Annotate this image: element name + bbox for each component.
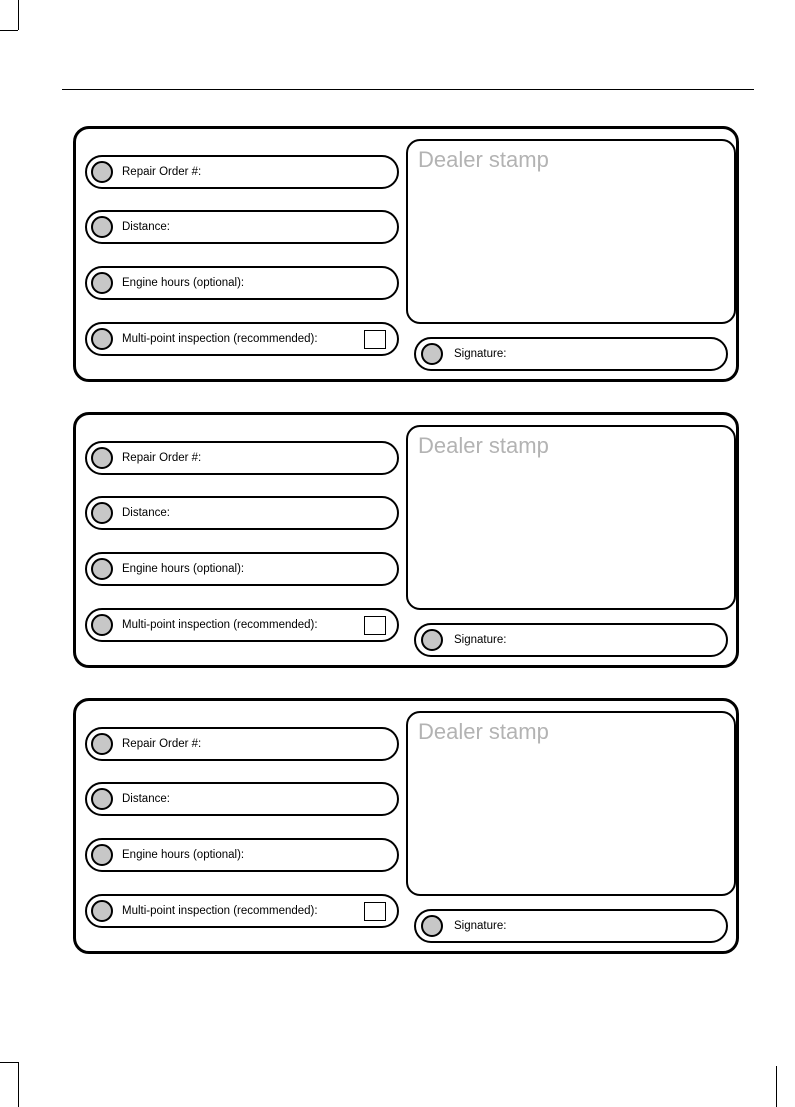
crop-mark-top-left-horizontal [0, 30, 18, 31]
header-rule [62, 89, 754, 90]
service-record-card [73, 126, 739, 382]
repair-order-label: Repair Order #: [122, 738, 202, 750]
engine-hours-label: Engine hours (optional): [122, 563, 245, 575]
crop-mark-bottom-left [18, 1062, 19, 1107]
engine-hours-label: Engine hours (optional): [122, 849, 245, 861]
engine-hours-field[interactable] [85, 266, 399, 300]
dealer-stamp-label: Dealer stamp [418, 433, 549, 458]
bullet-icon [91, 502, 113, 524]
service-record-card [73, 412, 739, 668]
dealer-stamp-box [406, 139, 736, 324]
repair-order-field[interactable] [85, 155, 399, 189]
bullet-icon [421, 629, 443, 651]
bullet-icon [91, 216, 113, 238]
distance-field[interactable] [85, 496, 399, 530]
bullet-icon [421, 343, 443, 365]
service-record-card [73, 698, 739, 954]
repair-order-label: Repair Order #: [122, 166, 202, 178]
inspection-checkbox[interactable] [364, 616, 386, 635]
inspection-label: Multi-point inspection (recommended): [122, 619, 318, 631]
bullet-icon [91, 272, 113, 294]
signature-field[interactable] [414, 909, 728, 943]
engine-hours-field[interactable] [85, 838, 399, 872]
bullet-icon [91, 844, 113, 866]
crop-mark-top-left [18, 0, 19, 30]
distance-label: Distance: [122, 221, 170, 233]
dealer-stamp-label: Dealer stamp [418, 147, 549, 172]
engine-hours-label: Engine hours (optional): [122, 277, 245, 289]
signature-field[interactable] [414, 623, 728, 657]
distance-field[interactable] [85, 782, 399, 816]
inspection-checkbox[interactable] [364, 902, 386, 921]
bullet-icon [91, 161, 113, 183]
repair-order-label: Repair Order #: [122, 452, 202, 464]
distance-field[interactable] [85, 210, 399, 244]
signature-field[interactable] [414, 337, 728, 371]
dealer-stamp-box [406, 425, 736, 610]
dealer-stamp-label: Dealer stamp [418, 719, 549, 744]
bullet-icon [91, 788, 113, 810]
distance-label: Distance: [122, 507, 170, 519]
bullet-icon [421, 915, 443, 937]
distance-label: Distance: [122, 793, 170, 805]
bullet-icon [91, 447, 113, 469]
repair-order-field[interactable] [85, 727, 399, 761]
bullet-icon [91, 328, 113, 350]
dealer-stamp-box [406, 711, 736, 896]
signature-label: Signature: [454, 920, 507, 932]
crop-mark-bottom-right [776, 1066, 777, 1107]
inspection-field [85, 894, 399, 928]
inspection-field [85, 608, 399, 642]
bullet-icon [91, 900, 113, 922]
signature-label: Signature: [454, 348, 507, 360]
bullet-icon [91, 558, 113, 580]
crop-mark-bottom-left-horizontal [0, 1062, 18, 1063]
inspection-field [85, 322, 399, 356]
engine-hours-field[interactable] [85, 552, 399, 586]
inspection-label: Multi-point inspection (recommended): [122, 333, 318, 345]
inspection-label: Multi-point inspection (recommended): [122, 905, 318, 917]
inspection-checkbox[interactable] [364, 330, 386, 349]
bullet-icon [91, 614, 113, 636]
signature-label: Signature: [454, 634, 507, 646]
repair-order-field[interactable] [85, 441, 399, 475]
bullet-icon [91, 733, 113, 755]
